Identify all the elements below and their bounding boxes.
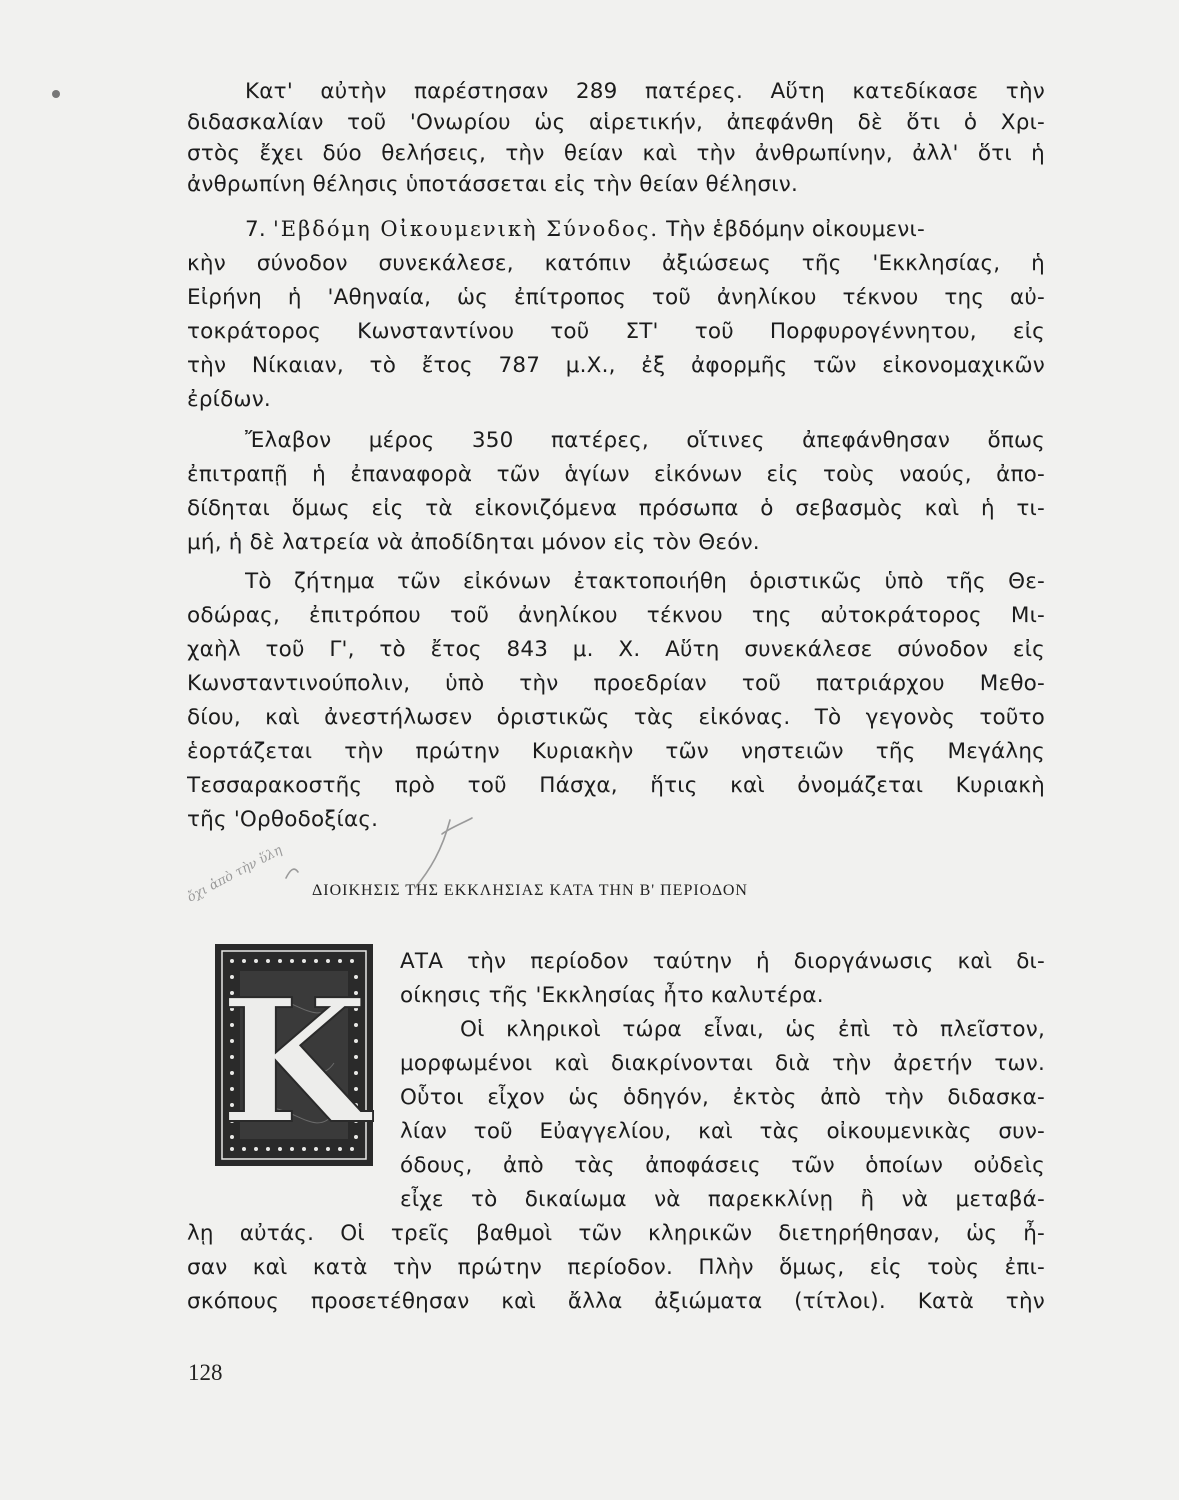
text-line: σαν καὶ κατὰ τὴν πρώτην περίοδον. Πλὴν ὅμως, εἰς τοὺς ἐπι- <box>187 1255 1045 1280</box>
text-line: κὴν σύνοδον συνεκάλεσε, κατόπιν ἀξιώσεως τῆς 'Εκκλησίας, ἡ <box>187 251 1045 276</box>
text-line: εἶχε τὸ δικαίωμα νὰ παρεκκλίνῃ ἢ νὰ μεταβά- <box>400 1187 1045 1212</box>
text-line: λίαν τοῦ Εὐαγγελίου, καὶ τὰς οἰκουμενικὰς συν- <box>400 1119 1045 1144</box>
text-line: Εἰρήνη ἡ 'Αθηναία, ὡς ἐπίτροπος τοῦ ἀνηλίκου τέκνου της αὐ- <box>187 285 1045 310</box>
text-line: σκόπους προσετέθησαν καὶ ἄλλα ἀξιώματα (τίτλοι). Κατὰ τὴν <box>187 1289 1045 1314</box>
page-number: 128 <box>188 1360 223 1385</box>
text-line: δίδηται ὅμως εἰς τὰ εἰκονιζόμενα πρόσωπα ὁ σεβασμὸς καὶ ἡ τι- <box>187 496 1045 521</box>
text-line: οίκησις τῆς 'Εκκλησίας ἦτο καλυτέρα. <box>400 983 824 1008</box>
text-line: ἐρίδων. <box>187 387 271 412</box>
text-line: διδασκαλίαν τοῦ 'Ονωρίου ὡς αἱρετικήν, ἀπεφάνθη δὲ ὅτι ὁ Χρι- <box>187 110 1045 135</box>
section-seven-heading: 'Εβδόμη Οἰκουμενικὴ Σύνοδος. <box>272 217 660 241</box>
text-line: τοκράτορος Κωνσταντίνου τοῦ ΣΤ' τοῦ Πορφυρογέννητου, εἰς <box>187 319 1045 344</box>
text-line: μή, ἡ δὲ λατρεία νὰ ἀποδίδηται μόνον εἰς τὸν Θεόν. <box>187 530 760 555</box>
text-line: ΑΤΑ τὴν περίοδον ταύτην ἡ διοργάνωσις καὶ δι- <box>400 949 1045 974</box>
text-line: οδώρας, ἐπιτρόπου τοῦ ἀνηλίκου τέκνου της αὐτοκράτορος Μι- <box>187 603 1045 628</box>
text-line: τὴν Νίκαιαν, τὸ ἔτος 787 μ.Χ., ἐξ ἀφορμῆς τῶν εἰκονομαχικῶν <box>187 353 1045 378</box>
text-line: λῃ αὐτάς. Οἱ τρεῖς βαθμοὶ τῶν κληρικῶν διετηρήθησαν, ὡς ἦ- <box>187 1221 1045 1246</box>
text-line: στὸς ἔχει δύο θελήσεις, τὴν θείαν καὶ τὴν ἀνθρωπίνην, ἀλλ' ὅτι ἡ <box>187 141 1045 166</box>
section-seven-number: 7. <box>245 217 266 242</box>
section-seven-lead: Τὴν ἑβδόμην οἰκουμενι- <box>666 217 925 242</box>
text-line: ἐπιτραπῇ ἡ ἐπαναφορὰ τῶν ἁγίων εἰκόνων εἰς τοὺς ναούς, ἀπο- <box>187 462 1045 487</box>
handwritten-annotation <box>180 810 480 920</box>
text-line: ἀνθρωπίνη θέλησις ὑποτάσσεται εἰς τὴν θείαν θέλησιν. <box>187 172 799 197</box>
drop-cap-letter: Κ <box>220 962 368 1162</box>
text-line: Οἱ κληρικοὶ τώρα εἶναι, ὡς ἐπὶ τὸ πλεῖστον, <box>460 1017 1045 1042</box>
text-line: Κωνσταντινούπολιν, ὑπὸ τὴν προεδρίαν τοῦ πατριάρχου Μεθο- <box>187 671 1045 696</box>
text-line: Ἔλαβον μέρος 350 πατέρες, οἵτινες ἀπεφάνθησαν ὅπως <box>245 428 1045 453</box>
ink-speck <box>52 90 60 98</box>
handwritten-note: ὄχι ἀπὸ τὴν ὕλη <box>184 842 285 906</box>
text-line: Οὗτοι εἶχον ὡς ὁδηγόν, ἐκτὸς ἀπὸ τὴν διδασκα- <box>400 1085 1045 1110</box>
text-line: δίου, καὶ ἀνεστήλωσεν ὁριστικῶς τὰς εἰκόνας. Τὸ γεγονὸς τοῦτο <box>187 705 1045 730</box>
drop-cap-ornament <box>214 943 374 1167</box>
text-line: τῆς 'Ορθοδοξίας. <box>187 807 379 832</box>
section-seven-line <box>245 214 1045 245</box>
section-heading: ΔΙΟΙΚΗΣΙΣ ΤΗΣ ΕΚΚΛΗΣΙΑΣ ΚΑΤΑ ΤΗΝ Β' ΠΕΡΙΟΔΟΝ <box>312 882 748 899</box>
text-line: μορφωμένοι καὶ διακρίνονται διὰ τὴν ἀρετήν των. <box>400 1051 1045 1076</box>
text-line: Τὸ ζήτημα τῶν εἰκόνων ἐτακτοποιήθη ὁριστικῶς ὑπὸ τῆς Θε- <box>245 569 1045 594</box>
text-line: ἑορτάζεται τὴν πρώτην Κυριακὴν τῶν νηστειῶν τῆς Μεγάλης <box>187 739 1045 764</box>
text-line: όδους, ἀπὸ τὰς ἀποφάσεις τῶν ὁποίων οὐδεὶς <box>400 1153 1045 1178</box>
text-line: χαὴλ τοῦ Γ', τὸ ἔτος 843 μ. Χ. Αὕτη συνεκάλεσε σύνοδον εἰς <box>187 637 1045 662</box>
text-line: Κατ' αὐτὴν παρέστησαν 289 πατέρες. Αὕτη κατεδίκασε τὴν <box>245 79 1045 104</box>
text-line: Τεσσαρακοστῆς πρὸ τοῦ Πάσχα, ἥτις καὶ ὀνομάζεται Κυριακὴ <box>187 773 1045 798</box>
